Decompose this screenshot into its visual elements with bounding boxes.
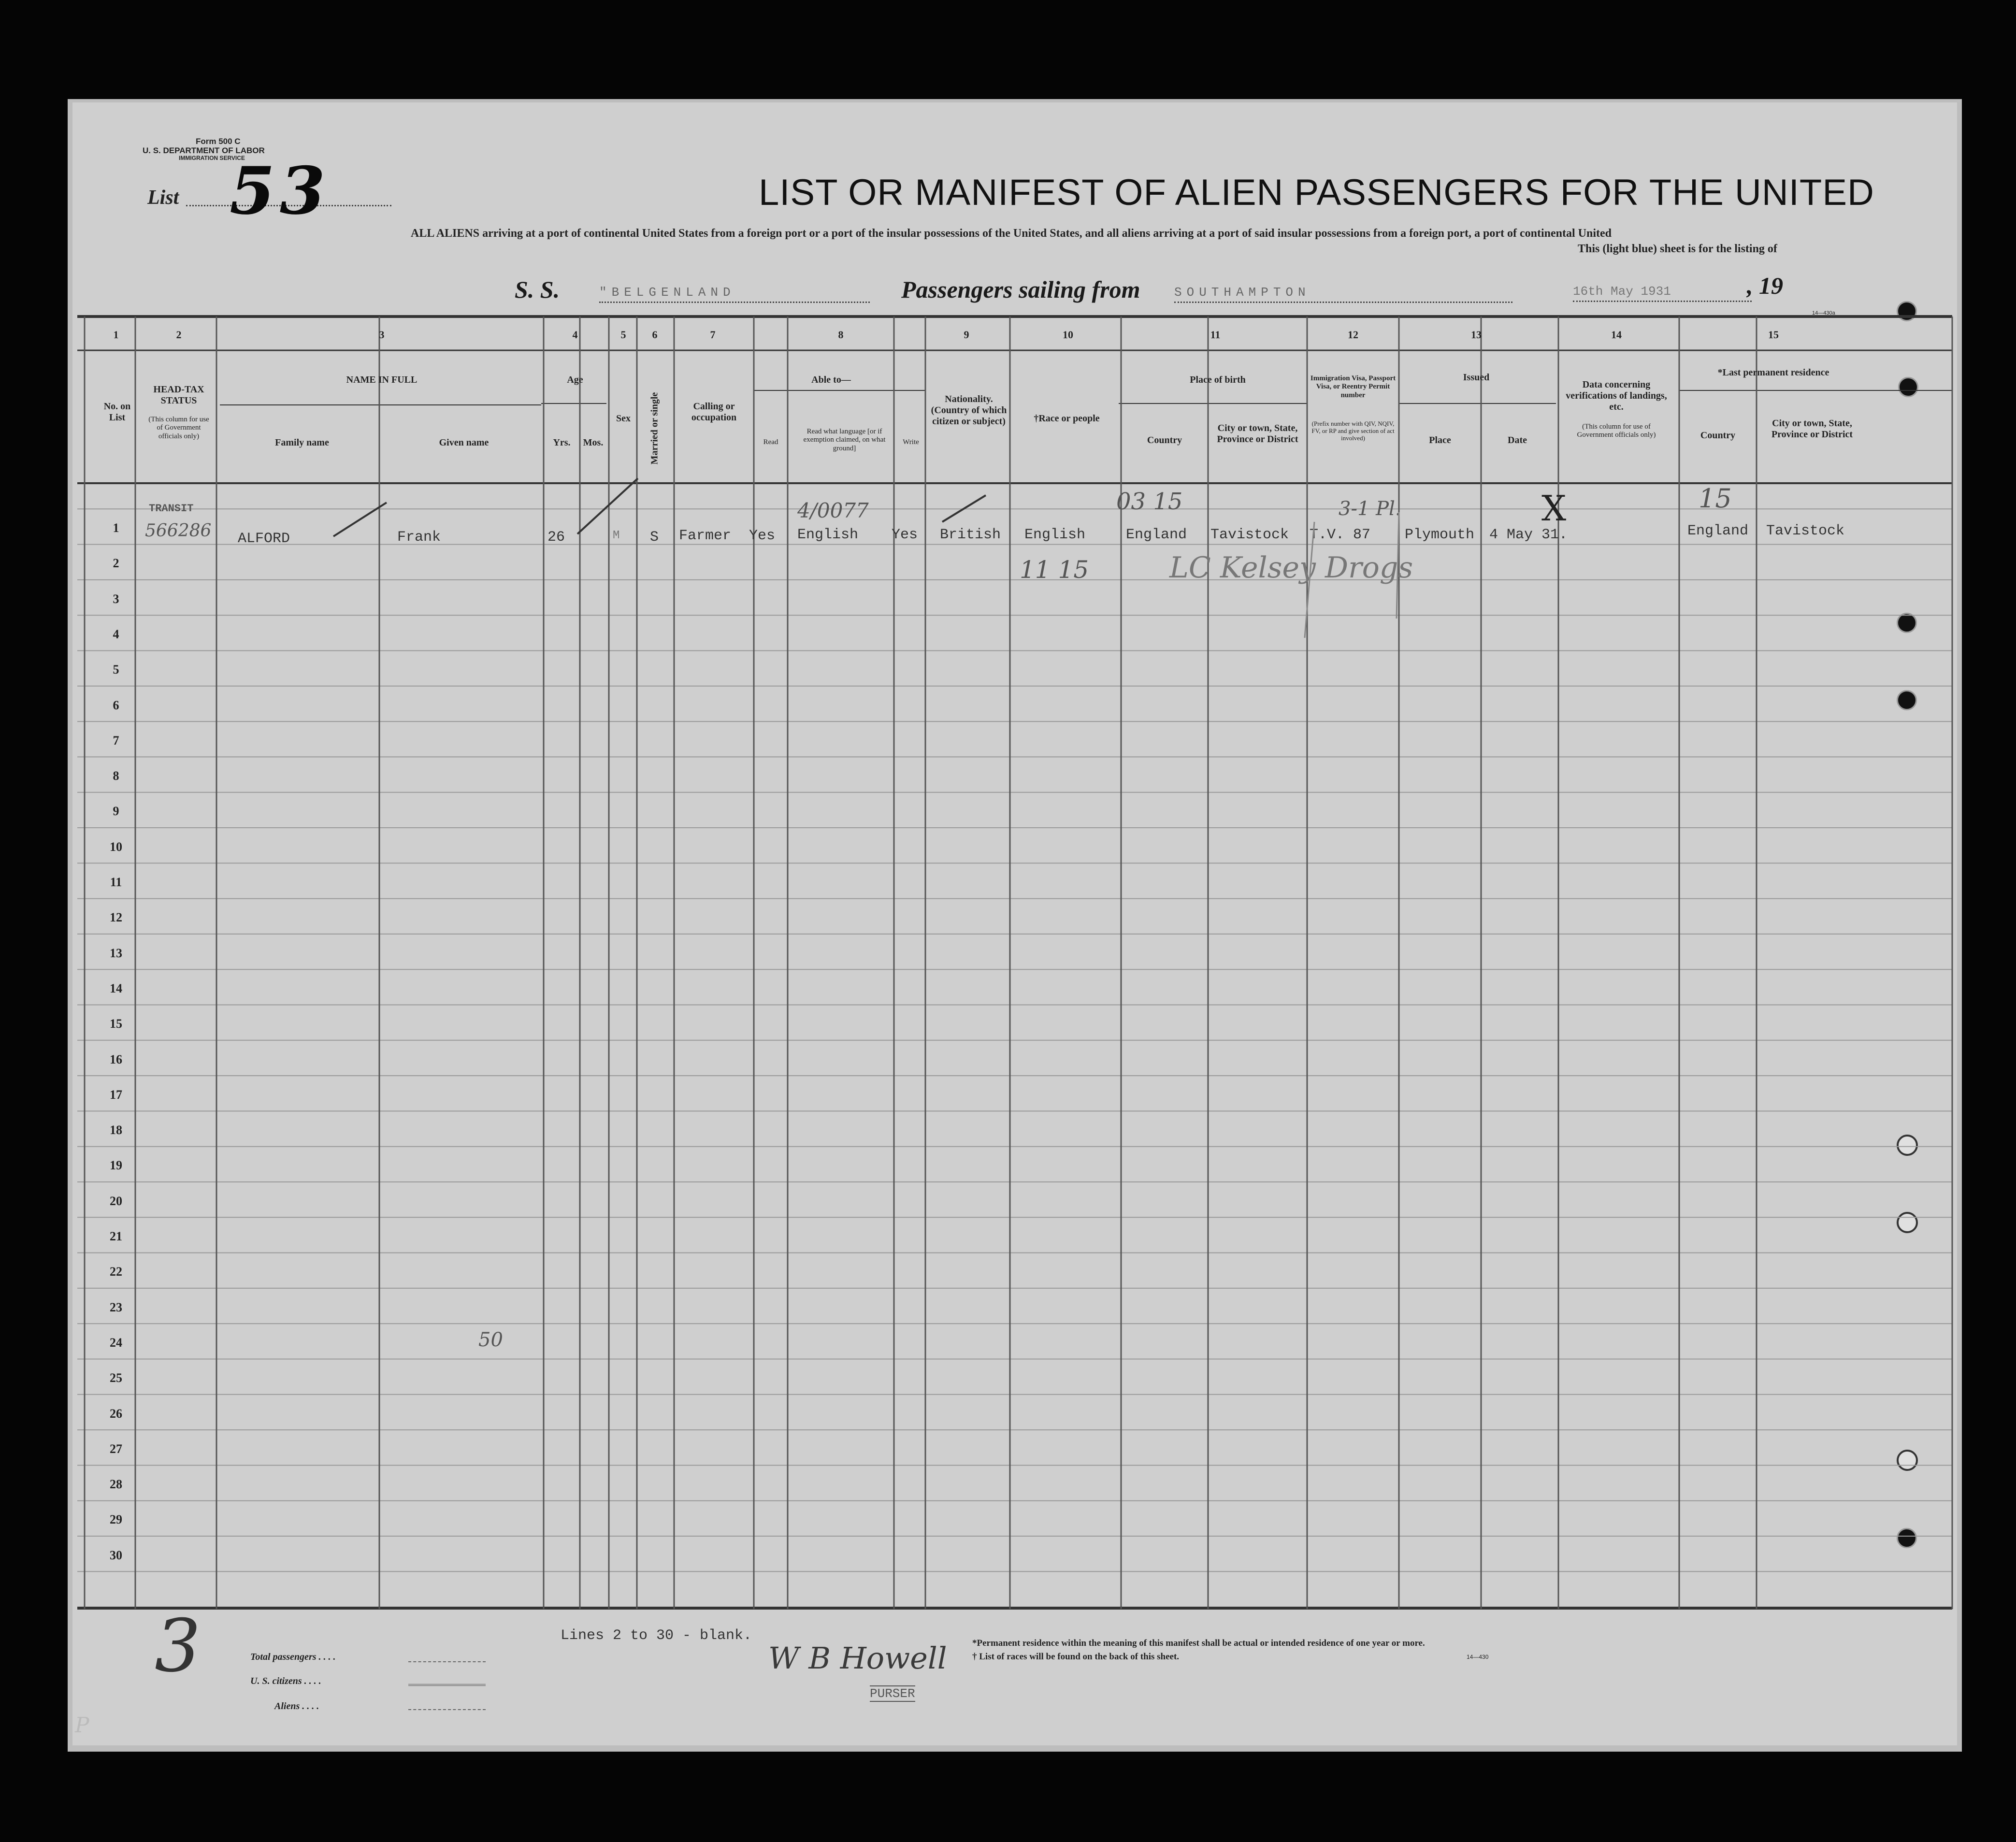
- form-code: 14—430a: [1812, 310, 1835, 316]
- col-number: 15: [1768, 329, 1779, 341]
- row-number: 4: [113, 627, 119, 641]
- row-number: 27: [110, 1441, 122, 1456]
- handwritten-mark: X: [1541, 488, 1567, 529]
- language-value: English: [797, 527, 859, 543]
- header-issued-place: Place: [1429, 435, 1451, 446]
- header-no-on-list: No. on List: [103, 401, 131, 423]
- birth-country: England: [1126, 527, 1187, 543]
- residence-country: England: [1687, 523, 1749, 539]
- row-number: 5: [113, 662, 119, 677]
- header-sex: Sex: [616, 413, 631, 424]
- manifest-title: LIST OR MANIFEST OF ALIEN PASSENGERS FOR THE UNITED: [759, 172, 1874, 213]
- col-number: 12: [1348, 329, 1358, 341]
- row-number: 9: [113, 804, 119, 819]
- port-name: SOUTHAMPTON: [1174, 285, 1512, 303]
- header-able-to: Able to—: [811, 374, 851, 385]
- issued-date: 4 May 31.: [1489, 527, 1568, 543]
- given-name: Frank: [397, 529, 441, 546]
- row-number: 7: [113, 733, 119, 748]
- occupation: Farmer: [679, 528, 732, 544]
- handwritten-birth-note: 03 15: [1116, 488, 1183, 515]
- col-number: 11: [1210, 329, 1221, 341]
- header-head-tax: HEAD-TAX STATUS: [153, 384, 204, 406]
- row-number: 26: [110, 1406, 122, 1421]
- birth-city: Tavistock: [1210, 527, 1289, 543]
- row-number: 12: [110, 910, 122, 925]
- col-number: 9: [964, 329, 969, 341]
- col-number: 3: [379, 329, 385, 341]
- handwritten-residence-note: 15: [1699, 483, 1732, 514]
- row-number: 25: [110, 1371, 122, 1385]
- manifest-subtitle-2: This (light blue) sheet is for the listing of: [1578, 243, 1777, 255]
- header-read-language: Read what language [or if exemption claimed, on what ground]: [803, 428, 886, 452]
- sex-value: M: [613, 529, 620, 542]
- handwritten-race-note: 11 15: [1020, 556, 1089, 584]
- head-tax-status: TRANSIT: [149, 503, 194, 515]
- issued-place: Plymouth: [1405, 527, 1475, 543]
- row-number: 14: [110, 981, 122, 995]
- row-number: 30: [110, 1548, 122, 1562]
- header-age-mos: Mos.: [583, 437, 604, 448]
- row-number: 23: [110, 1300, 122, 1314]
- footnote-permanent-residence: *Permanent residence within the meaning of this manifest shall be actual or intended residence of one year or more.: [972, 1638, 1425, 1648]
- header-visa: Immigration Visa, Passport Visa, or Reentry Permit number: [1310, 374, 1396, 399]
- year-label: , 19: [1747, 272, 1783, 299]
- col-number: 5: [620, 329, 626, 341]
- handwritten-visa-note: 3-1 Pl.: [1339, 498, 1401, 520]
- header-given-name: Given name: [439, 437, 489, 448]
- row-number: 3: [113, 591, 119, 606]
- header-married: Married or single: [649, 392, 660, 465]
- header-read: Read: [763, 438, 778, 446]
- header-race: †Race or people: [1034, 413, 1100, 424]
- row-number: 18: [110, 1123, 122, 1137]
- head-tax-number: 566286: [145, 521, 212, 541]
- footnote-races: † List of races will be found on the back of this sheet.: [972, 1652, 1180, 1662]
- header-issued: Issued: [1463, 372, 1490, 383]
- col-number: 4: [572, 329, 578, 341]
- header-place-of-birth: Place of birth: [1190, 374, 1246, 385]
- row-number: 20: [110, 1194, 122, 1208]
- col-number: 1: [113, 329, 119, 341]
- col-number: 6: [652, 329, 658, 341]
- row-number: 11: [110, 875, 122, 889]
- row-number: 17: [110, 1087, 122, 1102]
- header-res-country: Country: [1700, 430, 1736, 441]
- header-last-residence: *Last permanent residence: [1717, 367, 1829, 378]
- header-nationality: Nationality. (Country of which citizen or subject): [931, 394, 1007, 427]
- purser-signature: W B Howell: [768, 1641, 947, 1676]
- sailing-label: Passengers sailing from: [901, 276, 1140, 303]
- row-number: 29: [110, 1512, 122, 1527]
- handwritten-language-note: 4/0077: [797, 499, 869, 522]
- row-number: 21: [110, 1229, 122, 1243]
- row-number: 13: [110, 946, 122, 960]
- row-number: 8: [113, 769, 119, 783]
- blank-lines-note: Lines 2 to 30 - blank.: [561, 1627, 752, 1644]
- header-family-name: Family name: [275, 437, 329, 448]
- age-years: 26: [547, 529, 565, 546]
- footer-mark: 3: [155, 1604, 201, 1688]
- header-calling: Calling or occupation: [691, 401, 737, 423]
- col-number: 13: [1471, 329, 1482, 341]
- header-write: Write: [903, 438, 919, 446]
- row-number: 1: [113, 521, 119, 535]
- header-visa-note: (Prefix number with QIV, NQIV, FV, or RP and give section of act involved): [1311, 420, 1395, 442]
- handwritten-row24-note: 50: [478, 1329, 503, 1351]
- service-name: IMMIGRATION SERVICE: [179, 155, 245, 161]
- header-data-concerning: Data concerning verifications of landings, etc.: [1566, 379, 1667, 412]
- header-data-note: (This column for use of Government officials only): [1577, 423, 1656, 439]
- write-value: Yes: [892, 527, 918, 543]
- read-value: Yes: [749, 528, 776, 544]
- department-name: U. S. DEPARTMENT OF LABOR: [143, 146, 265, 155]
- row-number: 15: [110, 1017, 122, 1031]
- header-res-city: City or town, State, Province or District: [1771, 418, 1853, 440]
- us-citizens-line: [408, 1684, 486, 1686]
- header-head-tax-note: (This column for use of Government officials only): [148, 416, 209, 440]
- ss-label: S. S.: [515, 276, 560, 303]
- row-number: 24: [110, 1335, 122, 1350]
- aliens-line: [408, 1709, 486, 1710]
- family-name: ALFORD: [238, 531, 290, 547]
- header-age-yrs: Yrs.: [553, 437, 571, 448]
- aliens-label: Aliens . . . .: [274, 1701, 319, 1712]
- col-number: 10: [1063, 329, 1073, 341]
- header-birth-city: City or town, State, Province or District: [1217, 423, 1298, 445]
- col-number: 14: [1611, 329, 1622, 341]
- race-value: English: [1024, 527, 1086, 543]
- form-number: Form 500 C: [196, 137, 241, 146]
- visa-number: T.V. 87: [1310, 527, 1371, 543]
- list-number: 53: [230, 152, 330, 229]
- header-issued-date: Date: [1508, 435, 1527, 446]
- sailing-date: 16th May 1931: [1573, 284, 1752, 302]
- nationality-value: British: [940, 527, 1001, 543]
- row-number: 2: [113, 556, 119, 571]
- handwritten-signature-note: LC Kelsey Drogs: [1169, 551, 1413, 585]
- row-number: 28: [110, 1477, 122, 1492]
- header-age: Age: [567, 374, 583, 385]
- list-label: List: [147, 187, 179, 209]
- footer-form-code: 14—430: [1467, 1654, 1489, 1660]
- row-number: 22: [110, 1265, 122, 1279]
- header-name-in-full: NAME IN FULL: [346, 374, 418, 385]
- col-number: 7: [710, 329, 716, 341]
- marital-status: S: [650, 529, 659, 546]
- row-number: 19: [110, 1158, 122, 1173]
- ship-name: "BELGENLAND: [599, 285, 870, 303]
- col-number: 2: [176, 329, 182, 341]
- purser-label: PURSER: [870, 1686, 915, 1701]
- residence-city: Tavistock: [1766, 523, 1845, 539]
- row-number: 6: [113, 698, 119, 712]
- row-number: 16: [110, 1052, 122, 1066]
- total-passengers-line: [408, 1661, 486, 1662]
- corner-mark: P: [75, 1713, 89, 1738]
- manifest-subtitle: ALL ALIENS arriving at a port of continental United States from a foreign port or a port of the insular possessions of the United States, and all aliens arriving at a port of said insular possessions from a foreign port, a port of continental United: [411, 227, 1612, 240]
- total-passengers-label: Total passengers . . . .: [250, 1652, 336, 1662]
- col-number: 8: [838, 329, 844, 341]
- us-citizens-label: U. S. citizens . . . .: [250, 1676, 321, 1686]
- header-birth-country: Country: [1147, 435, 1182, 446]
- row-number: 10: [110, 839, 122, 854]
